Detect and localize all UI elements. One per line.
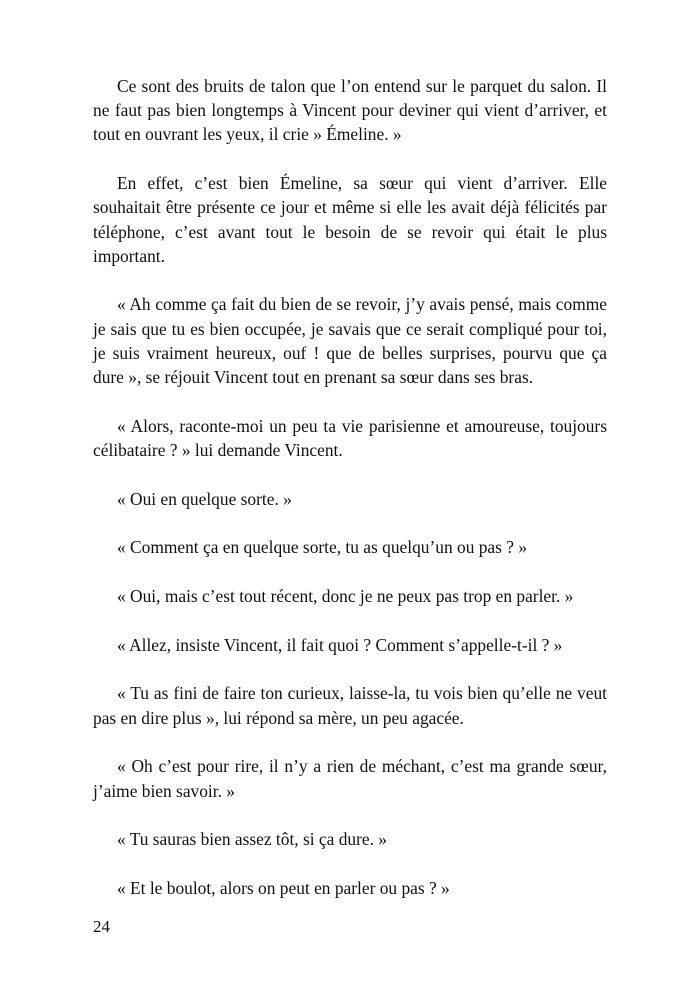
paragraph-8: « Allez, insiste Vincent, il fait quoi ? Comment s’appelle-t-il ? » <box>117 634 563 655</box>
paragraph-12: « Et le boulot, alors on peut en parler ou pas ? » <box>117 877 450 898</box>
paragraph-9: « Tu as fini de faire ton curieux, laisse-la, tu vois bien qu’elle ne veut pas en dire plus », lui répond sa mère, un peu agacée. <box>93 683 607 728</box>
paragraph-7: « Oui, mais c’est tout récent, donc je ne peux pas trop en parler. » <box>117 586 574 607</box>
paragraph-1: Ce sont des bruits de talon que l’on entend sur le parquet du salon. Il ne faut pas bien longtemps à Vincent pour deviner qui vient d’arriver, et tout en ouvrant les yeux, il crie » Émeline. » <box>93 76 607 145</box>
paragraph-6: « Comment ça en quelque sorte, tu as quelqu’un ou pas ? » <box>117 537 528 558</box>
paragraph-4: « Alors, raconte-moi un peu ta vie parisienne et amoureuse, toujours célibataire ? » lui demande Vincent. <box>93 415 607 460</box>
paragraph-2: En effet, c’est bien Émeline, sa sœur qui vient d’arriver. Elle souhaitait être présente ce jour et même si elle les avait déjà félicités par téléphone, c’est avant tout le besoin de se revoir qui était le plus important. <box>93 173 607 266</box>
paragraph-11: « Tu sauras bien assez tôt, si ça dure. » <box>117 829 387 850</box>
paragraph-3: « Ah comme ça fait du bien de se revoir, j’y avais pensé, mais comme je sais que tu es bien occupée, je savais que ce serait compliqué pour toi, je suis vraiment heureux, ouf ! que de belles surprises, pourvu que ça dure », se réjouit Vincent tout en prenant sa sœur dans ses bras. <box>93 294 607 388</box>
book-page-text <box>93 74 607 925</box>
paragraph-5: « Oui en quelque sorte. » <box>117 488 292 509</box>
page-number: 24 <box>93 917 110 936</box>
paragraph-10: « Oh c’est pour rire, il n’y a rien de méchant, c’est ma grande sœur, j’aime bien savoir. » <box>93 756 607 801</box>
